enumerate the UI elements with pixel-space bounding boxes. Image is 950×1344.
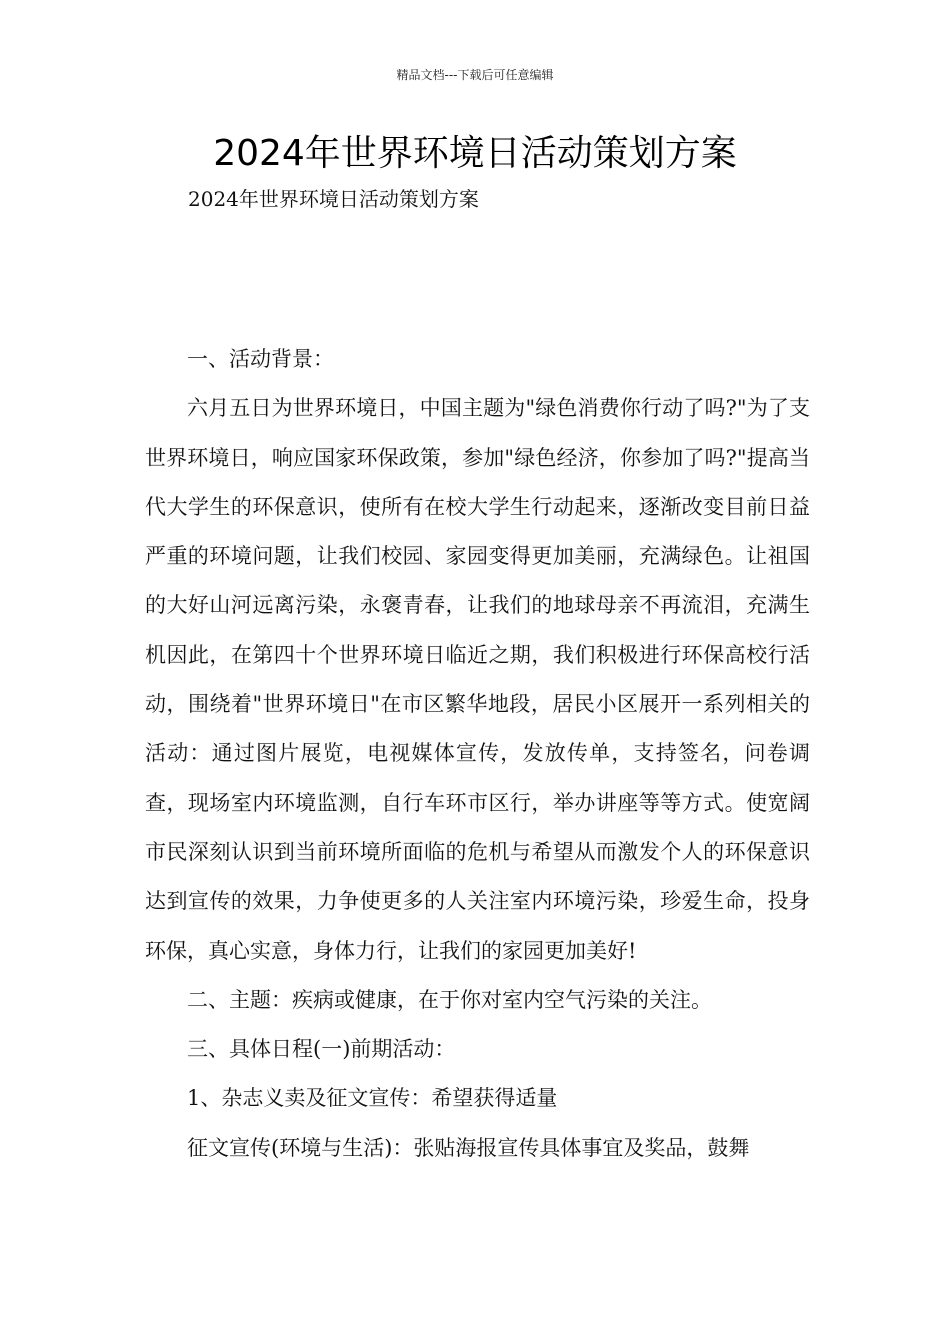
section-heading-background: 一、活动背景： xyxy=(187,347,334,371)
list-item-magazine-sale: 1、杂志义卖及征文宣传：希望获得适量 xyxy=(187,1086,558,1111)
document-title: 2024年世界环境日活动策划方案 xyxy=(213,133,737,174)
header-note: 精品文档---下载后可任意编辑 xyxy=(396,68,554,82)
section-heading-schedule: 三、具体日程(一)前期活动： xyxy=(187,1037,456,1062)
paragraph-essay-promotion: 征文宣传(环境与生活)：张贴海报宣传具体事宜及奖品，鼓舞 xyxy=(187,1135,750,1160)
document-subtitle: 2024年世界环境日活动策划方案 xyxy=(188,187,479,211)
paragraph-background: 六月五日为世界环境日，中国主题为"绿色消费你行动了吗?"为了支世界环境日，响应国家环保政策，参加"绿色经济，你参加了吗?"提高当代大学生的环保意识，使所有在校大学生行动起来，逐渐改变目前日益严重的环境问题，让我们校园、家园变得更加美丽，充满绿色。让祖国的大好山河远离污染，永褒青春，让我们的地球母亲不再流泪，充满生机因此，在第四十个世界环境日临近之期，我们积极进行环保高校行活动，围绕着"世界环境日"在市区繁华地段，居民小区展开一系列相关的活动：通过图片展览，电视媒体宣传，发放传单，支持签名，问卷调查，现场室内环境监测，自行车环市区行，举办讲座等等方式。使宽阔市民深刻认识到当前环境所面临的危机与希望从而激发个人的环保意识达到宣传的效果，力争使更多的人关注室内环境污染，珍爱生命，投身环保，真心实意，身体力行，让我们的家园更加美好! xyxy=(145,396,810,963)
document-body xyxy=(145,335,810,1173)
section-heading-theme: 二、主题：疾病或健康，在于你对室内空气污染的关注。 xyxy=(187,987,712,1012)
